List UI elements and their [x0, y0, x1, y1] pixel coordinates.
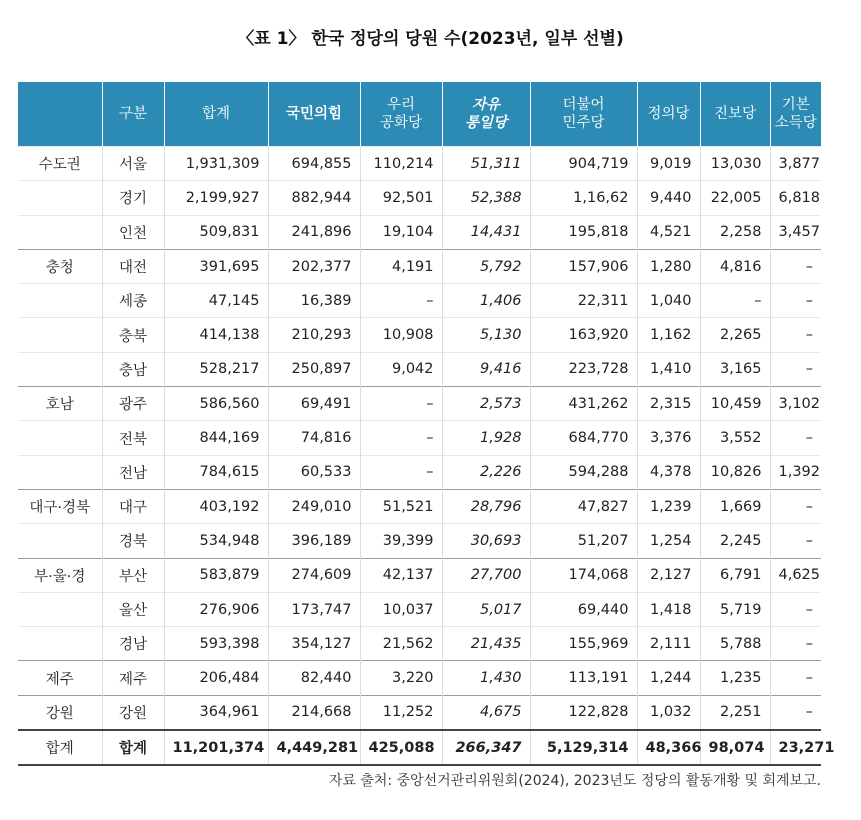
table-body [18, 147, 835, 766]
cell-our-republican: – [360, 455, 442, 489]
cell-justice: 1,254 [637, 524, 700, 558]
cell-city: 충북 [102, 318, 164, 352]
cell-basic-income: 1,392 [770, 455, 821, 489]
cell-total: 1,931,309 [164, 147, 268, 181]
header-city: 구분 [102, 82, 164, 147]
cell-total: 2,199,927 [164, 181, 268, 215]
cell-progressive: 4,816 [700, 249, 770, 283]
cell-our-republican: 19,104 [360, 215, 442, 249]
cell-progressive: – [700, 284, 770, 318]
header-row [18, 82, 821, 147]
cell-democratic: 223,728 [530, 352, 637, 386]
header-basic-income [770, 82, 821, 147]
cell-progressive: 2,245 [700, 524, 770, 558]
cell-liberty: 51,311 [442, 147, 530, 181]
cell-liberty: 1,430 [442, 661, 530, 695]
cell-liberty: 2,226 [442, 455, 530, 489]
cell-ppp: 250,897 [268, 352, 360, 386]
total-democratic: 5,129,314 [530, 730, 637, 765]
cell-city: 대전 [102, 249, 164, 283]
table-row [18, 489, 821, 523]
cell-our-republican: – [360, 387, 442, 421]
cell-city: 제주 [102, 661, 164, 695]
cell-ppp: 74,816 [268, 421, 360, 455]
cell-total: 593,398 [164, 627, 268, 661]
cell-ppp: 210,293 [268, 318, 360, 352]
cell-ppp: 241,896 [268, 215, 360, 249]
cell-democratic: 157,906 [530, 249, 637, 283]
cell-progressive: 13,030 [700, 147, 770, 181]
cell-basic-income: – [770, 592, 821, 626]
header-our-republican-line2: 공화당 [379, 115, 423, 131]
cell-ppp: 694,855 [268, 147, 360, 181]
total-ppp: 4,449,281 [268, 730, 360, 765]
cell-total: 364,961 [164, 695, 268, 730]
cell-total: 784,615 [164, 455, 268, 489]
cell-our-republican: 9,042 [360, 352, 442, 386]
cell-our-republican: 10,037 [360, 592, 442, 626]
cell-region: 충청 [18, 249, 102, 283]
cell-ppp: 69,491 [268, 387, 360, 421]
cell-justice: 4,521 [637, 215, 700, 249]
cell-our-republican: 42,137 [360, 558, 442, 592]
cell-region: 호남 [18, 387, 102, 421]
cell-city: 강원 [102, 695, 164, 730]
cell-justice: 1,280 [637, 249, 700, 283]
table-row [18, 387, 821, 421]
cell-total: 528,217 [164, 352, 268, 386]
table-row [18, 627, 821, 661]
table-row [18, 558, 821, 592]
cell-total: 844,169 [164, 421, 268, 455]
header-democratic [530, 82, 637, 147]
cell-city: 울산 [102, 592, 164, 626]
cell-city: 인천 [102, 215, 164, 249]
total-label: 합계 [102, 730, 164, 765]
cell-city: 광주 [102, 387, 164, 421]
cell-progressive: 6,791 [700, 558, 770, 592]
table-row [18, 661, 821, 695]
cell-total: 586,560 [164, 387, 268, 421]
cell-liberty: 9,416 [442, 352, 530, 386]
cell-basic-income: 4,625 [770, 558, 821, 592]
cell-total: 414,138 [164, 318, 268, 352]
cell-democratic: 594,288 [530, 455, 637, 489]
cell-our-republican: 3,220 [360, 661, 442, 695]
cell-city: 세종 [102, 284, 164, 318]
cell-our-republican: – [360, 284, 442, 318]
cell-ppp: 882,944 [268, 181, 360, 215]
cell-ppp: 396,189 [268, 524, 360, 558]
header-justice: 정의당 [637, 82, 700, 147]
cell-basic-income: – [770, 249, 821, 283]
cell-basic-income: – [770, 627, 821, 661]
cell-total: 583,879 [164, 558, 268, 592]
cell-democratic: 904,719 [530, 147, 637, 181]
cell-basic-income: – [770, 318, 821, 352]
cell-region [18, 318, 102, 352]
table-row [18, 421, 821, 455]
cell-democratic: 47,827 [530, 489, 637, 523]
cell-basic-income: 3,457 [770, 215, 821, 249]
total-basic-income: 23,271 [770, 730, 821, 765]
cell-ppp: 214,668 [268, 695, 360, 730]
header-democratic-line1: 더불어 [562, 96, 605, 113]
header-our-republican-line1: 우리 [386, 96, 415, 113]
cell-city: 충남 [102, 352, 164, 386]
cell-liberty: 5,792 [442, 249, 530, 283]
cell-progressive: 10,826 [700, 455, 770, 489]
cell-region: 부·울·경 [18, 558, 102, 592]
cell-liberty: 4,675 [442, 695, 530, 730]
cell-justice: 2,111 [637, 627, 700, 661]
cell-liberty: 2,573 [442, 387, 530, 421]
cell-liberty: 27,700 [442, 558, 530, 592]
table-row [18, 284, 821, 318]
header-liberty-line2: 통일당 [464, 115, 508, 131]
table-row [18, 147, 821, 181]
cell-liberty: 1,406 [442, 284, 530, 318]
cell-total: 47,145 [164, 284, 268, 318]
cell-our-republican: 39,399 [360, 524, 442, 558]
header-total: 합계 [164, 82, 268, 147]
cell-democratic: 1,16,62 [530, 181, 637, 215]
cell-liberty: 21,435 [442, 627, 530, 661]
cell-ppp: 202,377 [268, 249, 360, 283]
total-liberty: 266,347 [442, 730, 530, 765]
cell-total: 403,192 [164, 489, 268, 523]
total-justice: 48,366 [637, 730, 700, 765]
cell-our-republican: 110,214 [360, 147, 442, 181]
cell-democratic: 22,311 [530, 284, 637, 318]
cell-region [18, 181, 102, 215]
total-row [18, 730, 821, 765]
header-region [18, 82, 102, 147]
cell-city: 대구 [102, 489, 164, 523]
cell-basic-income: – [770, 284, 821, 318]
source-note: 자료 출처: 중앙선거관리위원회(2024), 2023년도 정당의 활동개황 및 회계보고. [328, 773, 821, 789]
cell-progressive: 3,552 [700, 421, 770, 455]
cell-basic-income: – [770, 661, 821, 695]
total-region: 합계 [18, 730, 102, 765]
cell-basic-income: 6,818 [770, 181, 821, 215]
cell-liberty: 28,796 [442, 489, 530, 523]
cell-city: 전남 [102, 455, 164, 489]
cell-total: 534,948 [164, 524, 268, 558]
header-ppp: 국민의힘 [268, 82, 360, 147]
cell-justice: 1,162 [637, 318, 700, 352]
cell-city: 경남 [102, 627, 164, 661]
cell-justice: 1,239 [637, 489, 700, 523]
header-democratic-line2: 민주당 [562, 115, 605, 131]
cell-ppp: 354,127 [268, 627, 360, 661]
cell-our-republican: 21,562 [360, 627, 442, 661]
cell-ppp: 82,440 [268, 661, 360, 695]
table-row [18, 318, 821, 352]
cell-democratic: 155,969 [530, 627, 637, 661]
cell-basic-income: – [770, 352, 821, 386]
cell-democratic: 51,207 [530, 524, 637, 558]
cell-democratic: 684,770 [530, 421, 637, 455]
cell-region [18, 455, 102, 489]
cell-liberty: 1,928 [442, 421, 530, 455]
cell-city: 서울 [102, 147, 164, 181]
cell-justice: 9,019 [637, 147, 700, 181]
cell-our-republican: 4,191 [360, 249, 442, 283]
table-row [18, 249, 821, 283]
cell-democratic: 113,191 [530, 661, 637, 695]
header-basic-line2: 소득당 [774, 115, 817, 131]
cell-justice: 1,418 [637, 592, 700, 626]
cell-city: 부산 [102, 558, 164, 592]
cell-region: 수도권 [18, 147, 102, 181]
cell-region [18, 592, 102, 626]
header-our-republican [360, 82, 442, 147]
cell-liberty: 5,017 [442, 592, 530, 626]
cell-justice: 4,378 [637, 455, 700, 489]
header-progressive: 진보당 [700, 82, 770, 147]
cell-total: 391,695 [164, 249, 268, 283]
cell-progressive: 2,265 [700, 318, 770, 352]
cell-total: 206,484 [164, 661, 268, 695]
cell-liberty: 5,130 [442, 318, 530, 352]
header-basic-line1: 기본 [781, 96, 810, 113]
cell-ppp: 274,609 [268, 558, 360, 592]
total-our-republican: 425,088 [360, 730, 442, 765]
cell-basic-income: – [770, 524, 821, 558]
cell-progressive: 3,165 [700, 352, 770, 386]
cell-region [18, 284, 102, 318]
cell-city: 경북 [102, 524, 164, 558]
cell-justice: 1,244 [637, 661, 700, 695]
cell-liberty: 52,388 [442, 181, 530, 215]
cell-justice: 3,376 [637, 421, 700, 455]
cell-progressive: 10,459 [700, 387, 770, 421]
cell-justice: 2,315 [637, 387, 700, 421]
header-liberty-unification [442, 82, 530, 147]
cell-total: 276,906 [164, 592, 268, 626]
cell-region [18, 421, 102, 455]
cell-liberty: 14,431 [442, 215, 530, 249]
cell-our-republican: – [360, 421, 442, 455]
cell-region: 강원 [18, 695, 102, 730]
cell-city: 경기 [102, 181, 164, 215]
cell-region: 제주 [18, 661, 102, 695]
total-progressive: 98,074 [700, 730, 770, 765]
cell-basic-income: 3,102 [770, 387, 821, 421]
cell-region [18, 524, 102, 558]
cell-democratic: 174,068 [530, 558, 637, 592]
cell-justice: 1,040 [637, 284, 700, 318]
cell-basic-income: – [770, 421, 821, 455]
cell-basic-income: 3,877 [770, 147, 821, 181]
cell-basic-income: – [770, 489, 821, 523]
cell-justice: 1,032 [637, 695, 700, 730]
cell-progressive: 1,669 [700, 489, 770, 523]
table-row [18, 215, 821, 249]
party-membership-table [18, 82, 835, 766]
cell-region [18, 352, 102, 386]
cell-democratic: 69,440 [530, 592, 637, 626]
total-sum: 11,201,374 [164, 730, 268, 765]
cell-basic-income: – [770, 695, 821, 730]
cell-democratic: 195,818 [530, 215, 637, 249]
table-row [18, 592, 821, 626]
table-title: 〈표 1〉 한국 정당의 당원 수(2023년, 일부 선별) [237, 29, 624, 49]
cell-progressive: 1,235 [700, 661, 770, 695]
cell-total: 509,831 [164, 215, 268, 249]
header-liberty-line1: 자유 [471, 96, 500, 113]
cell-justice: 9,440 [637, 181, 700, 215]
cell-justice: 1,410 [637, 352, 700, 386]
cell-democratic: 163,920 [530, 318, 637, 352]
cell-city: 전북 [102, 421, 164, 455]
table-row [18, 181, 821, 215]
table-row [18, 352, 821, 386]
cell-progressive: 2,251 [700, 695, 770, 730]
cell-progressive: 2,258 [700, 215, 770, 249]
cell-ppp: 16,389 [268, 284, 360, 318]
cell-progressive: 5,719 [700, 592, 770, 626]
cell-our-republican: 92,501 [360, 181, 442, 215]
table-row [18, 695, 821, 730]
cell-progressive: 5,788 [700, 627, 770, 661]
cell-our-republican: 10,908 [360, 318, 442, 352]
cell-ppp: 249,010 [268, 489, 360, 523]
cell-our-republican: 11,252 [360, 695, 442, 730]
cell-justice: 2,127 [637, 558, 700, 592]
cell-ppp: 60,533 [268, 455, 360, 489]
cell-liberty: 30,693 [442, 524, 530, 558]
cell-our-republican: 51,521 [360, 489, 442, 523]
cell-democratic: 122,828 [530, 695, 637, 730]
cell-region [18, 215, 102, 249]
cell-progressive: 22,005 [700, 181, 770, 215]
cell-democratic: 431,262 [530, 387, 637, 421]
table-row [18, 455, 821, 489]
cell-region [18, 627, 102, 661]
cell-ppp: 173,747 [268, 592, 360, 626]
table-row [18, 524, 821, 558]
cell-region: 대구·경북 [18, 489, 102, 523]
